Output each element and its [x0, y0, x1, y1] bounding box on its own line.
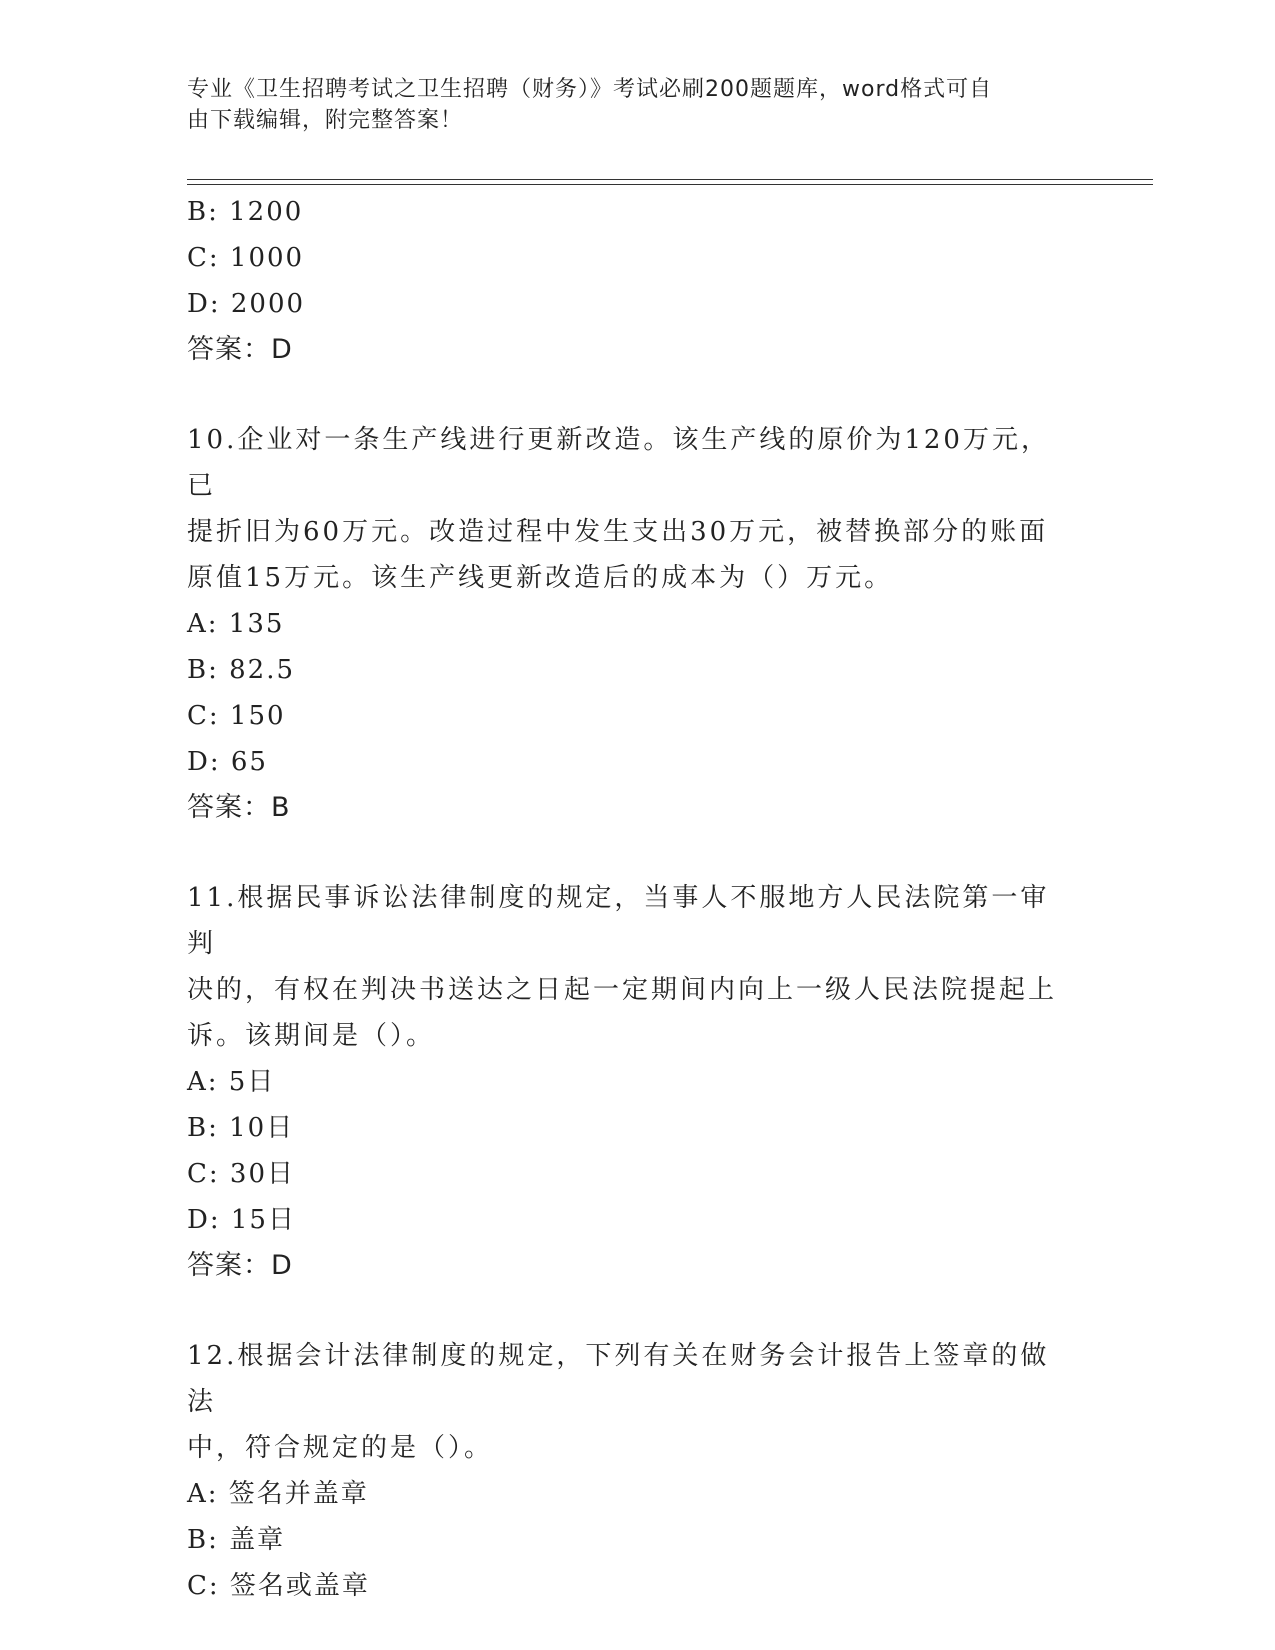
question-9-continuation [187, 189, 1087, 373]
question-text [187, 417, 1077, 601]
header-divider-top [187, 179, 1153, 180]
question-text-line: 原值15万元。该生产线更新改造后的成本为（）万元。 [187, 563, 894, 593]
question-text [187, 1333, 1077, 1471]
answer-line: 答案：D [187, 334, 293, 365]
option-c: C: 30日 [187, 1159, 296, 1189]
question-text-line: 中，符合规定的是（）。 [187, 1433, 494, 1463]
document-header [187, 74, 1087, 136]
question-12 [187, 1333, 1087, 1609]
option-d: D: 65 [187, 747, 268, 777]
option-a: A: 135 [187, 609, 285, 639]
header-divider-bottom [187, 184, 1153, 185]
question-10 [187, 417, 1087, 831]
question-11 [187, 875, 1087, 1289]
option-a: A: 5日 [187, 1067, 276, 1097]
option-d: D: 2000 [187, 289, 306, 319]
option-b: B: 1200 [187, 197, 304, 227]
option-d: D: 15日 [187, 1205, 296, 1235]
question-text-line: 12.根据会计法律制度的规定，下列有关在财务会计报告上签章的做法 [187, 1341, 1050, 1417]
question-text [187, 875, 1077, 1059]
option-c: C: 签名或盖章 [187, 1571, 370, 1601]
question-text-line: 诉。该期间是（）。 [187, 1021, 436, 1051]
answer-line: 答案：B [187, 792, 291, 823]
answer-line: 答案：D [187, 1250, 293, 1281]
question-text-line: 提折旧为60万元。改造过程中发生支出30万元，被替换部分的账面 [187, 517, 1049, 547]
header-line-1: 专业《卫生招聘考试之卫生招聘（财务）》考试必刷200题题库，word格式可自 [187, 77, 993, 102]
option-c: C: 1000 [187, 243, 305, 273]
option-b: B: 盖章 [187, 1525, 286, 1555]
question-text-line: 11.根据民事诉讼法律制度的规定，当事人不服地方人民法院第一审判 [187, 883, 1050, 959]
option-b: B: 10日 [187, 1113, 295, 1143]
option-c: C: 150 [187, 701, 286, 731]
option-b: B: 82.5 [187, 655, 296, 685]
question-text-line: 决的，有权在判决书送达之日起一定期间内向上一级人民法院提起上 [187, 975, 1058, 1005]
document-body [187, 189, 1087, 1609]
question-text-line: 10.企业对一条生产线进行更新改造。该生产线的原价为120万元，已 [187, 425, 1050, 501]
header-line-2: 由下载编辑，附完整答案！ [187, 108, 464, 133]
option-a: A: 签名并盖章 [187, 1479, 369, 1509]
